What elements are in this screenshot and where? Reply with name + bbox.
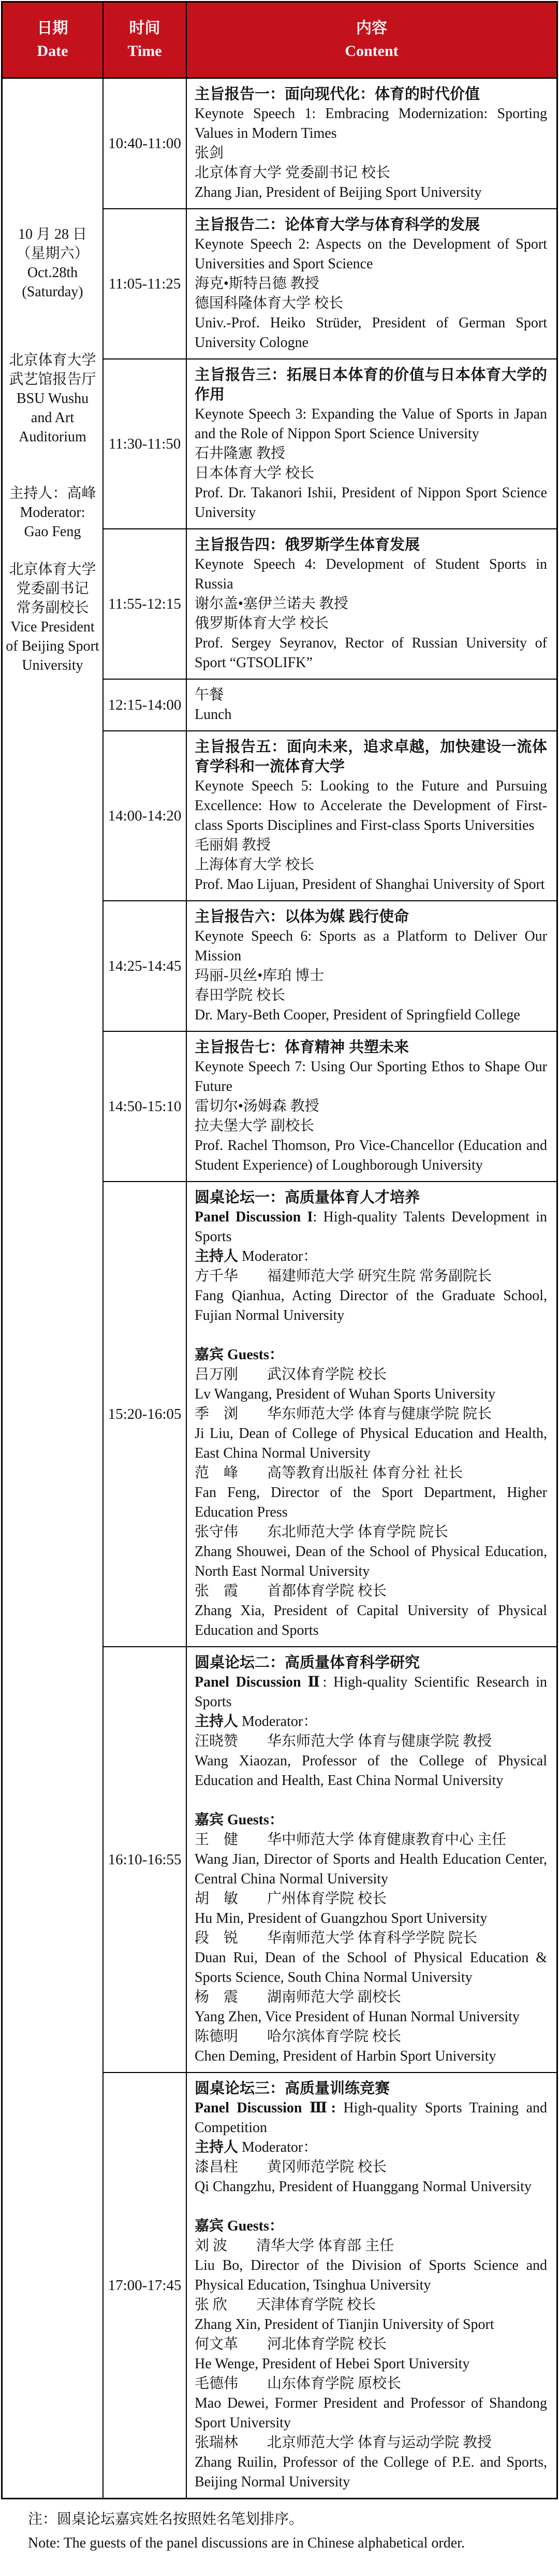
table-header-row	[3, 3, 556, 77]
text: 汪晓赞 华东师范大学 体育与健康学院 教授	[195, 1733, 492, 1749]
content-line	[195, 2354, 547, 2374]
header-cell-time	[104, 3, 187, 77]
date-cell-line: 党委副书记	[16, 581, 89, 597]
content-line	[195, 927, 547, 966]
text: Fang Qianhua, Acting Director of the Graduate School, Fujian Normal University	[195, 1288, 547, 1323]
content-line	[195, 1345, 547, 1365]
bold-text: 主持人	[195, 2139, 239, 2155]
text: Prof. Dr. Takanori Ishii, President of Nippon Sport Science University	[195, 485, 547, 521]
schedule-row	[104, 900, 556, 1031]
content-line	[195, 1581, 547, 1601]
header-content-en: Content	[345, 42, 399, 60]
text: 石井隆憲 教授	[195, 445, 286, 462]
date-cell-line: and Art	[31, 410, 75, 426]
content-cell	[187, 1182, 556, 1646]
text: 季 浏 华东师范大学 体育与健康学院 院长	[195, 1406, 492, 1422]
text: Duan Rui, Dean of the School of Physical Education & Sports Science, South China Normal University	[195, 1950, 547, 1985]
text: Zhang Shouwei, Dean of the School of Physical Education, North East Normal University	[195, 1544, 547, 1579]
session-title	[195, 365, 547, 405]
date-cell-line: 武艺馆报告厅	[9, 371, 96, 387]
content-line	[195, 143, 547, 163]
content-line	[195, 1850, 547, 1889]
content-line	[195, 294, 547, 313]
content-line	[195, 464, 547, 483]
content-cell	[187, 359, 556, 528]
text: 日本体育大学 校长	[195, 465, 315, 481]
content-line	[195, 1057, 547, 1097]
footnote-zh: 注：圆桌论坛嘉宾姓名按照姓名笔划排序。	[28, 2511, 304, 2527]
content-line	[195, 836, 547, 855]
text: Prof. Rachel Thomson, Pro Vice-Chancellor (Education and Student Experience) of Loughborough University	[195, 1138, 547, 1173]
date-cell-line: BSU Wushu	[16, 391, 89, 407]
content-line	[195, 2335, 547, 2354]
text: 海克•斯特吕德 教授	[195, 276, 319, 292]
content-line	[195, 966, 547, 986]
text: High-quality Sports Training and Competition	[195, 2100, 547, 2136]
content-line	[195, 776, 547, 836]
content-line	[195, 705, 547, 725]
text: Dr. Mary-Beth Cooper, President of Springfield College	[195, 1007, 520, 1023]
text: 段 锐 华南师范大学 体育科学学院 院长	[195, 1930, 478, 1946]
text: 范 峰 高等教育出版社 体育分社 社长	[195, 1465, 463, 1481]
text: 张 霞 首都体育学院 校长	[195, 1583, 387, 1599]
bold-text: 主旨报告五：面向未来，追求卓越，加快建设一流体育学科和一流体育大学	[195, 739, 547, 775]
time-cell: 14:00-14:20	[104, 731, 187, 900]
text: Lunch	[195, 707, 232, 723]
content-line	[195, 1267, 547, 1286]
text: Zhang Ruilin, Professor of the College of P.E. and Sports, Beijing Normal University	[195, 2454, 547, 2490]
content-line	[195, 1522, 547, 1542]
content-line	[195, 1673, 547, 1712]
blank-line	[195, 2197, 547, 2217]
content-line	[195, 1909, 547, 1929]
content-line	[195, 2315, 547, 2335]
content-line	[195, 1542, 547, 1581]
bold-text: 嘉宾 Guests：	[195, 2218, 284, 2234]
date-cell-line: 10 月 28 日	[18, 226, 87, 242]
content-line	[195, 1097, 547, 1116]
bold-text: 主旨报告三：拓展日本体育的价值与日本体育大学的作用	[195, 367, 547, 403]
blank-line	[195, 1326, 547, 1345]
text: Wang Xiaozan, Professor of the College of Physical Education and Health, East China Normal University	[195, 1753, 547, 1789]
time-cell: 16:10-16:55	[104, 1647, 187, 2072]
text: Prof. Sergey Seyranov, Rector of Russian University of Sport “GTSOLIFK”	[195, 635, 547, 671]
text: 德国科隆体育大学 校长	[195, 295, 344, 311]
schedule-row	[104, 730, 556, 900]
text: : High-quality Talents Development in Sports	[195, 1209, 547, 1245]
header-cell-content	[187, 3, 556, 77]
date-cell-block	[3, 484, 102, 541]
content-cell	[187, 1032, 556, 1181]
content-line	[195, 483, 547, 523]
content-line	[195, 1404, 547, 1424]
bold-text: 主旨报告七：体育精神 共塑未来	[195, 1039, 409, 1056]
text: 吕万刚 武汉体育学院 校长	[195, 1366, 387, 1383]
schedule-row	[104, 358, 556, 528]
content-line	[195, 2138, 547, 2157]
text: 俄罗斯体育大学 校长	[195, 615, 329, 631]
content-line	[195, 2295, 547, 2315]
content-cell	[187, 731, 556, 900]
content-line	[195, 1116, 547, 1136]
table-body	[3, 77, 556, 2498]
bold-text: 圆桌论坛二：高质量体育科学研究	[195, 1654, 420, 1671]
date-cell-block	[3, 351, 102, 447]
text: Yang Zhen, Vice President of Hunan Normal University	[195, 2009, 520, 2025]
content-line	[195, 104, 547, 143]
text: 午餐	[195, 687, 224, 703]
text: Keynote Speech 3: Expanding the Value of Sports in Japan and the Role of Nippon Sport Science University	[195, 406, 547, 442]
schedule-row	[104, 208, 556, 358]
text: 拉夫堡大学 副校长	[195, 1118, 315, 1134]
date-cell	[3, 79, 104, 2498]
date-cell-line: 北京体育大学	[9, 352, 96, 368]
bold-text: 圆桌论坛三：高质量训练竞赛	[195, 2080, 390, 2097]
text: 雷切尔•汤姆森 教授	[195, 1098, 319, 1114]
content-line	[195, 1810, 547, 1830]
content-line	[195, 444, 547, 464]
time-cell: 12:15-14:00	[104, 680, 187, 730]
content-line	[195, 1463, 547, 1483]
content-line	[195, 2394, 547, 2433]
date-cell-line: 常务副校长	[16, 600, 89, 616]
header-cell-date	[3, 3, 104, 77]
bold-text: Panel Discussion Ⅲ:	[195, 2100, 336, 2116]
date-cell-line: Moderator:	[20, 505, 85, 521]
content-line	[195, 2098, 547, 2138]
content-line	[195, 594, 547, 614]
header-date-en: Date	[37, 42, 68, 60]
date-cell-block	[3, 560, 102, 675]
bold-text: 嘉宾 Guests：	[195, 1812, 284, 1828]
schedule-row	[104, 1031, 556, 1181]
text: 漆昌柱 黄冈师范学院 校长	[195, 2159, 387, 2175]
content-cell	[187, 901, 556, 1031]
content-line	[195, 1247, 547, 1267]
session-title	[195, 1038, 547, 1057]
bold-text: 主旨报告二：论体育大学与体育科学的发展	[195, 217, 480, 233]
time-cell: 10:40-11:00	[104, 79, 187, 208]
content-line	[195, 1424, 547, 1463]
time-cell: 17:00-17:45	[104, 2073, 187, 2498]
content-cell	[187, 2073, 556, 2498]
content-line	[195, 1385, 547, 1404]
text: 张守伟 东北师范大学 体育学院 院长	[195, 1524, 449, 1540]
text: 玛丽-贝丝•库珀 博士	[195, 968, 325, 984]
content-line	[195, 555, 547, 594]
text: Moderator：	[238, 2139, 318, 2155]
header-time-zh: 时间	[129, 20, 160, 37]
text: 张 欣 天津体育学院 校长	[195, 2297, 376, 2313]
bold-text: 圆桌论坛一：高质量体育人才培养	[195, 1189, 420, 1206]
text: 上海体育大学 校长	[195, 857, 315, 873]
content-line	[195, 1929, 547, 1948]
text: Zhang Xia, President of Capital University of Physical Education and Sports	[195, 1603, 547, 1638]
text: : High-quality Scientific Research in Sports	[195, 1674, 547, 1710]
content-line	[195, 405, 547, 444]
content-line	[195, 163, 547, 183]
content-cell	[187, 1647, 556, 2072]
date-cell-line: of Beijing Sport	[6, 638, 99, 654]
header-time-en: Time	[127, 42, 162, 60]
text: Keynote Speech 1: Embracing Modernization: Sporting Values in Modern Times	[195, 106, 547, 141]
time-cell: 14:50-15:10	[104, 1032, 187, 1181]
bold-text: 主旨报告一：面向现代化：体育的时代价值	[195, 86, 480, 103]
content-line	[195, 634, 547, 673]
content-line	[195, 2047, 547, 2066]
content-line	[195, 1005, 547, 1025]
text: Zhang Xin, President of Tianjin University of Sport	[195, 2316, 494, 2333]
content-line	[195, 1712, 547, 1732]
content-line	[195, 1483, 547, 1522]
time-cell: 11:30-11:50	[104, 359, 187, 528]
date-cell-line: Oct.28th	[27, 265, 78, 281]
content-line	[195, 875, 547, 895]
text: Liu Bo, Director of the Division of Sports Science and Physical Education, Tsinghua University	[195, 2257, 547, 2293]
text: 方千华 福建师范大学 研究生院 常务副院长	[195, 1268, 492, 1284]
date-cell-line: (Saturday)	[22, 284, 83, 300]
bold-text: 主持人	[195, 1714, 239, 1730]
content-line	[195, 1136, 547, 1175]
time-cell: 11:05-11:25	[104, 209, 187, 358]
content-line	[195, 2007, 547, 2027]
text: 杨 震 湖南师范大学 副校长	[195, 1989, 402, 2005]
date-cell-line: Auditorium	[19, 429, 86, 445]
text: 胡 敏 广州体育学院 校长	[195, 1891, 387, 1907]
content-line	[195, 1751, 547, 1791]
bold-text: 主旨报告四：俄罗斯学生体育发展	[195, 537, 420, 553]
text: Chen Deming, President of Harbin Sport University	[195, 2048, 496, 2064]
content-line	[195, 2027, 547, 2047]
content-line	[195, 183, 547, 203]
content-line	[195, 1601, 547, 1640]
session-title	[195, 1188, 547, 1207]
content-line	[195, 685, 547, 705]
text: Zhang Jian, President of Beijing Sport University	[195, 184, 482, 200]
text: 谢尔盖•塞伊兰诺夫 教授	[195, 596, 348, 612]
session-title	[195, 2079, 547, 2098]
content-line	[195, 235, 547, 274]
content-line	[195, 2157, 547, 2177]
time-cell: 11:55-12:15	[104, 529, 187, 679]
content-cell	[187, 680, 556, 730]
header-content-zh: 内容	[356, 20, 387, 37]
content-line	[195, 1207, 547, 1247]
text: Fan Feng, Director of the Sport Department, Higher Education Press	[195, 1485, 547, 1520]
content-line	[195, 2236, 547, 2256]
schedule-row	[104, 1181, 556, 1646]
bold-text: 主持人	[195, 1248, 239, 1264]
header-date-zh: 日期	[37, 20, 68, 37]
text: 刘 波 清华大学 体育部 主任	[195, 2238, 394, 2254]
date-cell-line: University	[22, 657, 83, 673]
text: Wang Jian, Director of Sports and Health Education Center, Central China Normal University	[195, 1851, 547, 1887]
content-line	[195, 1948, 547, 1988]
bold-text: 嘉宾 Guests：	[195, 1347, 284, 1363]
date-cell-line: 主持人：高峰	[9, 485, 96, 501]
text: Moderator：	[238, 1248, 318, 1264]
content-cell	[187, 209, 556, 358]
text: Keynote Speech 2: Aspects on the Development of Sport Universities and Sport Science	[195, 236, 547, 272]
content-cell	[187, 79, 556, 208]
text: 毛德伟 山东体育学院 原校长	[195, 2376, 402, 2392]
time-cell: 15:20-16:05	[104, 1182, 187, 1646]
content-line	[195, 1830, 547, 1850]
text: 王 健 华中师范大学 体育健康教育中心 主任	[195, 1832, 507, 1848]
footnote	[28, 2508, 558, 2555]
content-line	[195, 1732, 547, 1751]
text: Mao Dewei, Former President and Professor of Shandong Sport University	[195, 2395, 547, 2431]
date-cell-line: Gao Feng	[24, 524, 81, 540]
session-title	[195, 215, 547, 235]
content-line	[195, 1286, 547, 1326]
footnote-en: Note: The guests of the panel discussions are in Chinese alphabetical order.	[28, 2535, 465, 2551]
content-line	[195, 274, 547, 294]
session-title	[195, 1653, 547, 1673]
schedule-row	[104, 528, 556, 679]
schedule-rows	[104, 79, 556, 2498]
blank-line	[195, 1791, 547, 1810]
time-cell: 14:25-14:45	[104, 901, 187, 1031]
session-title	[195, 535, 547, 555]
text: Keynote Speech 7: Using Our Sporting Ethos to Shape Our Future	[195, 1059, 547, 1095]
bold-text: 主旨报告六：以体为媒 践行使命	[195, 909, 409, 925]
text: Keynote Speech 6: Sports as a Platform to Deliver Our Mission	[195, 928, 547, 964]
bold-text: Panel Discussion Ⅱ	[195, 1674, 323, 1690]
content-line	[195, 2453, 547, 2492]
text: Keynote Speech 5: Looking to the Future and Pursuing Excellence: How to Accelerate the Development of First-class Sports Disciplines and First-class Sports Universities	[195, 778, 547, 833]
date-cell-line: 北京体育大学	[9, 562, 96, 578]
date-cell-line: （星期六）	[16, 246, 89, 262]
content-line	[195, 614, 547, 634]
content-line	[195, 986, 547, 1005]
date-cell-line: Vice President	[10, 619, 95, 635]
bold-text: Panel Discussion I	[195, 1209, 313, 1225]
text: 北京体育大学 党委副书记 校长	[195, 165, 391, 181]
schedule-row	[104, 1646, 556, 2072]
text: 毛丽娟 教授	[195, 837, 271, 853]
session-title	[195, 84, 547, 104]
schedule-row	[104, 79, 556, 208]
content-line	[195, 2374, 547, 2394]
session-title	[195, 907, 547, 927]
text: 张剑	[195, 145, 224, 161]
content-line	[195, 2177, 547, 2197]
content-line	[195, 2433, 547, 2453]
text: Qi Changzhu, President of Huanggang Normal University	[195, 2179, 532, 2195]
content-line	[195, 855, 547, 875]
content-line	[195, 1365, 547, 1385]
text: Keynote Speech 4: Development of Student Sports in Russia	[195, 556, 547, 592]
text: Lv Wangang, President of Wuhan Sports University	[195, 1386, 496, 1402]
content-line	[195, 313, 547, 353]
content-cell	[187, 529, 556, 679]
text: 何文革 河北体育学院 校长	[195, 2336, 387, 2352]
schedule-table	[1, 1, 558, 2499]
session-title	[195, 737, 547, 776]
text: Moderator：	[238, 1714, 318, 1730]
date-cell-block	[3, 225, 102, 301]
schedule-row	[104, 2072, 556, 2498]
text: Univ.-Prof. Heiko Strüder, President of German Sport University Cologne	[195, 315, 547, 351]
content-line	[195, 2256, 547, 2295]
text: 陈德明 哈尔滨体育学院 校长	[195, 2028, 402, 2045]
text: Hu Min, President of Guangzhou Sport University	[195, 1910, 488, 1926]
text: Prof. Mao Lijuan, President of Shanghai University of Sport	[195, 876, 545, 893]
text: 春田学院 校长	[195, 987, 286, 1003]
text: 张瑞林 北京师范大学 体育与运动学院 教授	[195, 2435, 492, 2451]
text: He Wenge, President of Hebei Sport University	[195, 2356, 470, 2372]
content-line	[195, 2217, 547, 2236]
schedule-row	[104, 679, 556, 730]
content-line	[195, 1988, 547, 2007]
text: Ji Liu, Dean of College of Physical Education and Health, East China Normal University	[195, 1426, 547, 1461]
content-line	[195, 1889, 547, 1909]
